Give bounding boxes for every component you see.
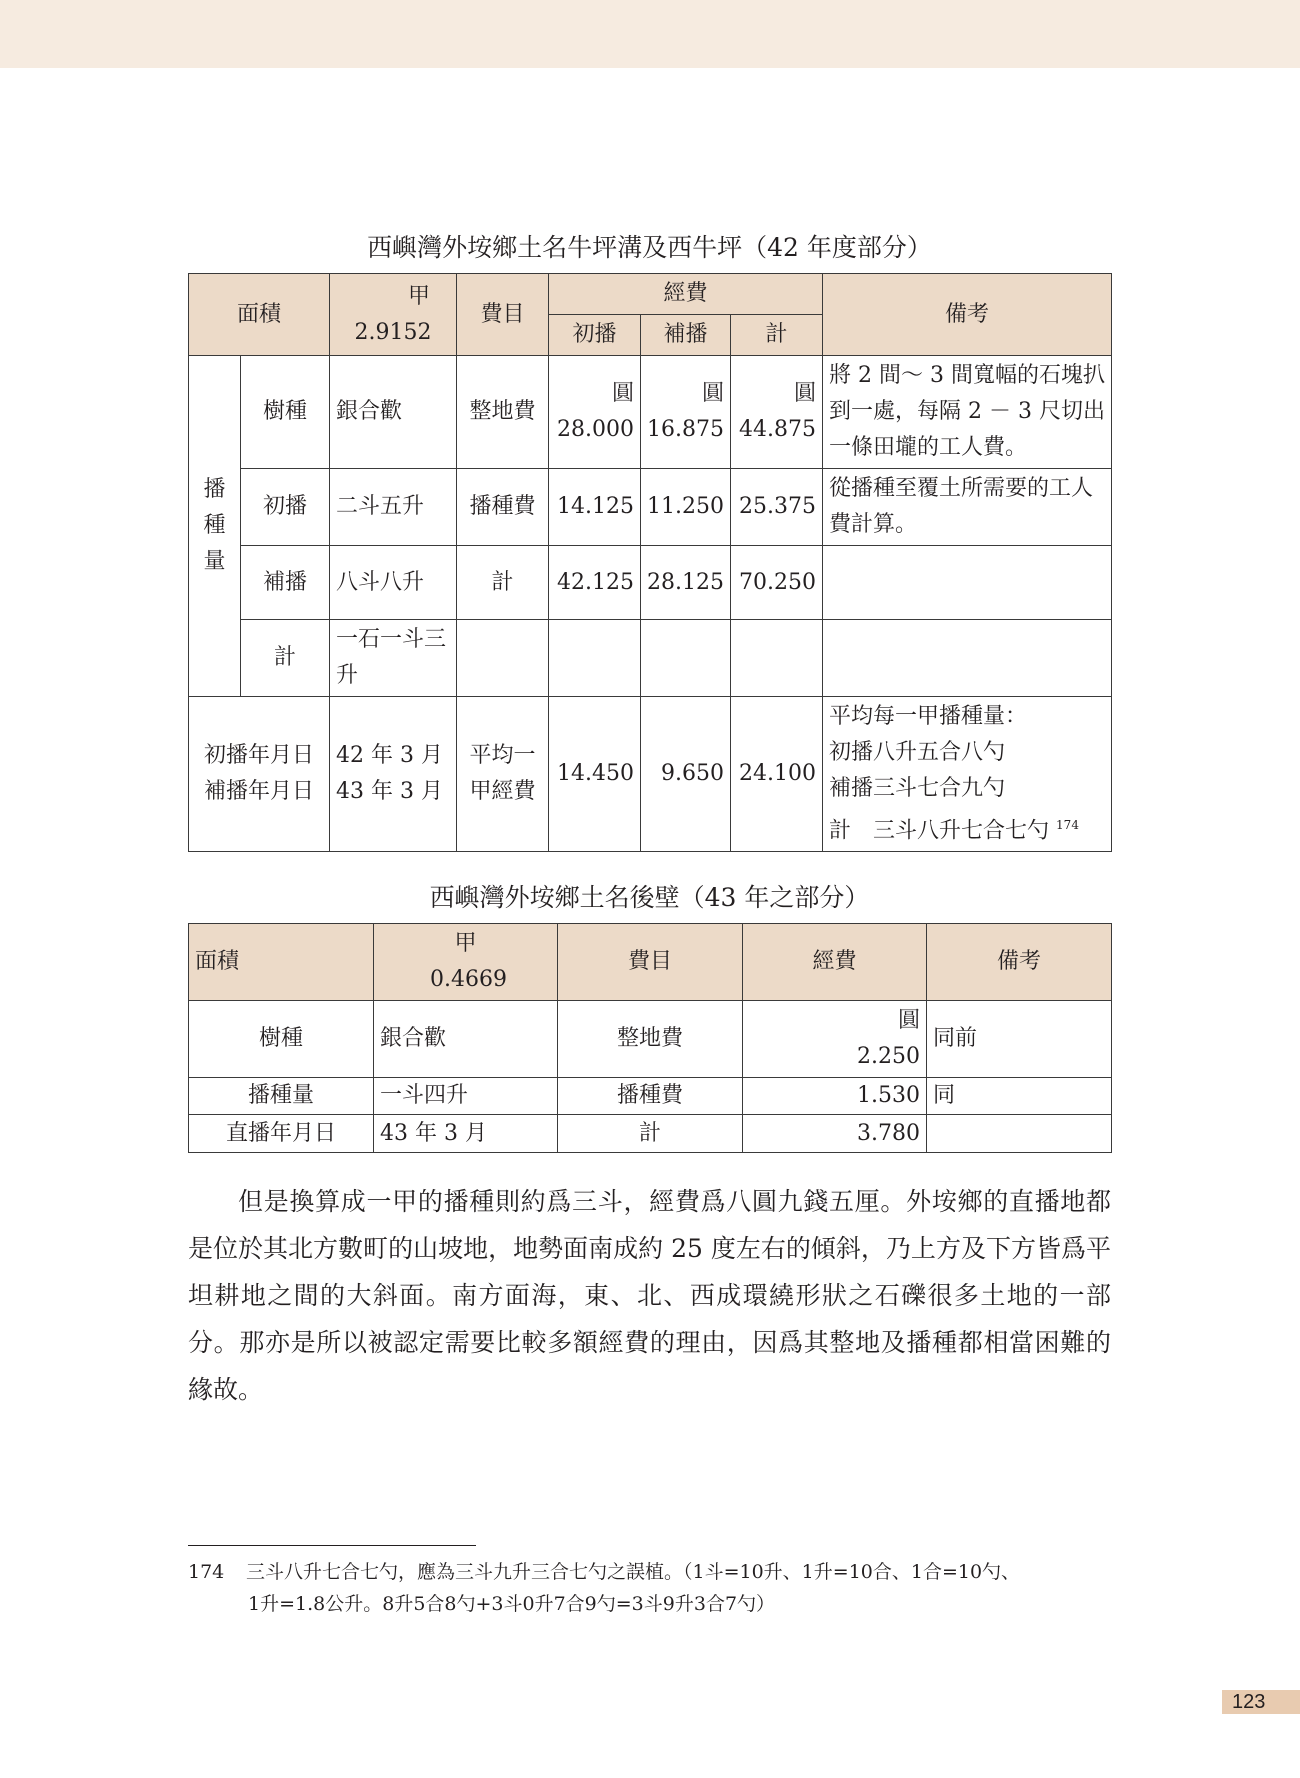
- table-row: [189, 1078, 1112, 1115]
- cell: [743, 1001, 927, 1078]
- footnote: [188, 1556, 1111, 1620]
- cell: 播種費: [457, 469, 549, 546]
- jia-value: 0.4669: [430, 967, 507, 992]
- cell: 平均一甲經費: [457, 697, 549, 852]
- cell: 播種費: [558, 1078, 743, 1115]
- header-cost: 經費: [549, 274, 823, 315]
- line: 43 年 3 月: [336, 779, 443, 805]
- jia-unit: 甲: [408, 283, 431, 309]
- header-area: 面積: [189, 274, 330, 356]
- cell: 同前: [927, 1001, 1112, 1078]
- cell: 計: [457, 546, 549, 620]
- cell: [927, 1115, 1112, 1153]
- line: 計 三斗八升七合七勺: [829, 818, 1050, 844]
- table-row: [189, 1115, 1112, 1153]
- table1: [188, 273, 1112, 852]
- table2-title: 西嶼灣外垵鄉土名後壁（43 年之部分）: [429, 883, 870, 912]
- cell: 計: [558, 1115, 743, 1153]
- table-row: [189, 469, 1112, 546]
- unit: 圓: [794, 381, 817, 406]
- table1-title: 西嶼灣外垵鄉土名牛坪溝及西牛坪（42 年度部分）: [367, 233, 932, 262]
- cell: 銀合歡: [374, 1001, 558, 1078]
- side-label: [189, 356, 241, 697]
- cell: [189, 697, 330, 852]
- table-row: [189, 620, 1112, 697]
- header-area: 面積: [189, 924, 374, 1001]
- cell: [549, 356, 641, 469]
- cell: 一斗四升: [374, 1078, 558, 1115]
- value: 28.000: [557, 417, 635, 442]
- cell: 70.250: [731, 546, 823, 620]
- line: 補播三斗七合九勺: [829, 776, 1006, 801]
- line: 42 年 3 月: [336, 743, 443, 769]
- footnote-divider: [188, 1545, 476, 1546]
- header-cost: 經費: [743, 924, 927, 1001]
- cell: [731, 356, 823, 469]
- header-jia: [374, 924, 558, 1001]
- side-text: 播種量: [203, 477, 226, 574]
- header-first: 初播: [549, 315, 641, 356]
- unit: 圓: [897, 1008, 920, 1033]
- cell: 一石一斗三升: [330, 620, 457, 697]
- line: 平均每一甲播種量：: [829, 704, 1028, 729]
- cell: 24.100: [731, 697, 823, 852]
- cell: 14.125: [549, 469, 641, 546]
- cell: 42.125: [549, 546, 641, 620]
- line: 初播八升五合八勺: [829, 740, 1006, 765]
- cell: 樹種: [241, 356, 330, 469]
- cell: 初播: [241, 469, 330, 546]
- header-item: 費目: [457, 274, 549, 356]
- footnote-text: 1升=1.8公升。8升5合8勺+3斗0升7合9勺=3斗9升3合7勺）: [248, 1593, 776, 1615]
- note: 從播種至覆土所需要的工人費計算。: [823, 469, 1112, 546]
- jia-value: 2.9152: [354, 319, 432, 345]
- cell: 1.530: [743, 1078, 927, 1115]
- line: 初播年月日: [204, 743, 315, 769]
- cell: 同: [927, 1078, 1112, 1115]
- cell: 14.450: [549, 697, 641, 852]
- cell: 整地費: [457, 356, 549, 469]
- header-item: 費目: [558, 924, 743, 1001]
- cell: 播種量: [189, 1078, 374, 1115]
- table-row: [189, 356, 1112, 469]
- cell: 補播: [241, 546, 330, 620]
- header-jia: [330, 274, 457, 356]
- unit: 圓: [702, 381, 725, 406]
- cell: 43 年 3 月: [374, 1115, 558, 1153]
- footnote-number: 174: [188, 1561, 225, 1583]
- note: 將 2 間～ 3 間寬幅的石塊扒到一處，每隔 2 － 3 尺切出一條田壠的工人費。: [823, 356, 1112, 469]
- cell: 25.375: [731, 469, 823, 546]
- cell: 9.650: [641, 697, 731, 852]
- note: [823, 697, 1112, 852]
- line: 補播年月日: [204, 779, 315, 805]
- cell: 銀合歡: [330, 356, 457, 469]
- unit: 圓: [612, 381, 635, 406]
- table-row: [189, 697, 1112, 852]
- cell: [641, 356, 731, 469]
- header-note: 備考: [927, 924, 1112, 1001]
- cell: 28.125: [641, 546, 731, 620]
- cell: 3.780: [743, 1115, 927, 1153]
- header-replant: 補播: [641, 315, 731, 356]
- table-row: [189, 546, 1112, 620]
- header-total: 計: [731, 315, 823, 356]
- header-note: 備考: [823, 274, 1112, 356]
- value: 44.875: [739, 417, 817, 442]
- note: [823, 546, 1112, 620]
- cell: [330, 697, 457, 852]
- value: 2.250: [857, 1044, 920, 1069]
- cell: 11.250: [641, 469, 731, 546]
- cell: 直播年月日: [189, 1115, 374, 1153]
- footnote-text: 三斗八升七合七勺，應為三斗九升三合七勺之誤植。（1斗=10升、1升=10合、1合=10勺、: [246, 1561, 1021, 1583]
- footnote-ref[interactable]: 174: [1056, 818, 1079, 832]
- page-number: 123: [1222, 1690, 1300, 1714]
- cell: 二斗五升: [330, 469, 457, 546]
- cell: 整地費: [558, 1001, 743, 1078]
- value: 16.875: [647, 417, 725, 442]
- cell: 八斗八升: [330, 546, 457, 620]
- jia-unit: 甲: [454, 931, 477, 956]
- header-band: [0, 0, 1300, 68]
- table2: [188, 923, 1112, 1153]
- cell: 計: [241, 620, 330, 697]
- table-row: [189, 1001, 1112, 1078]
- cell: 樹種: [189, 1001, 374, 1078]
- body-paragraph: 但是換算成一甲的播種則約爲三斗，經費爲八圓九錢五厘。外垵鄉的直播地都是位於其北方數町的山坡地，地勢面南成約 25 度左右的傾斜，乃上方及下方皆爲平坦耕地之間的大斜面。南方面海，東、北、西成環繞形狀之石礫很多土地的一部分。那亦是所以被認定需要比較多額經費的理由，因爲其整地及播種都相當困難的緣故。: [188, 1187, 1111, 1404]
